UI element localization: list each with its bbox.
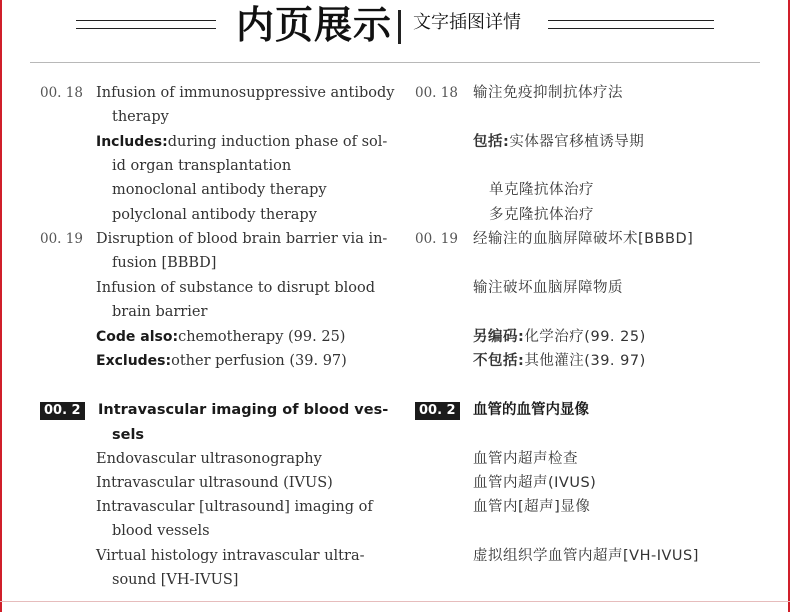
category-en-line3: Intravascular [ultrasound] imaging of bbox=[96, 499, 373, 515]
includes-00-18-zh bbox=[473, 132, 644, 152]
category-en-line2: Intravascular ultrasound (IVUS) bbox=[96, 475, 333, 491]
subentry-00-19-en-line2: brain barrier bbox=[112, 304, 208, 320]
code-00-18-en: 00. 18 bbox=[40, 85, 83, 101]
excludes-label: Excludes: bbox=[96, 353, 172, 369]
banner-separator bbox=[398, 10, 401, 44]
includes-label-zh: 包括: bbox=[473, 134, 510, 150]
excludes-00-19-en bbox=[96, 351, 347, 371]
bottom-rule bbox=[0, 601, 790, 602]
subentry-00-19-en-line1: Infusion of substance to disrupt blood bbox=[96, 280, 376, 296]
code-also-text: chemotherapy (99. 25) bbox=[178, 329, 346, 345]
banner-rule-left-bottom bbox=[76, 28, 216, 29]
includes-text-line2: id organ transplantation bbox=[112, 158, 292, 174]
banner-rule-right-top bbox=[548, 20, 714, 21]
category-badge-en: 00. 2 bbox=[40, 402, 85, 420]
includes-text-zh-line3: 多克隆抗体治疗 bbox=[489, 207, 594, 223]
includes-text-line3: monoclonal antibody therapy bbox=[112, 182, 327, 198]
category-title-en-line2: sels bbox=[112, 427, 145, 443]
banner-subtitle: 文字插图详情 bbox=[413, 12, 521, 33]
excludes-text: other perfusion (39. 97) bbox=[171, 353, 347, 369]
category-zh-line1: 血管内超声检查 bbox=[473, 451, 578, 467]
code-00-19-zh: 00. 19 bbox=[415, 231, 458, 247]
subentry-00-19-zh: 输注破坏血脑屏障物质 bbox=[473, 280, 623, 296]
category-zh-line2: 血管内超声(IVUS) bbox=[473, 475, 597, 491]
includes-text-line4: polyclonal antibody therapy bbox=[112, 207, 317, 223]
category-title-zh: 血管的血管内显像 bbox=[473, 402, 589, 418]
category-en-line4: blood vessels bbox=[112, 523, 210, 539]
title-00-19-en-line1: Disruption of blood brain barrier via in- bbox=[96, 231, 388, 247]
category-badge-zh: 00. 2 bbox=[415, 402, 460, 420]
includes-00-18-en bbox=[96, 132, 387, 152]
title-00-19-en-line2: fusion [BBBD] bbox=[112, 255, 217, 271]
code-also-00-19-zh bbox=[473, 327, 646, 347]
code-00-18-zh: 00. 18 bbox=[415, 85, 458, 101]
code-also-00-19-en bbox=[96, 327, 345, 347]
category-zh-line4: 虚拟组织学血管内超声[VH-IVUS] bbox=[473, 548, 699, 564]
banner-title: 内页展示 bbox=[236, 3, 393, 47]
includes-text-zh-line1: 实体器官移植诱导期 bbox=[509, 134, 645, 150]
header-divider bbox=[30, 62, 760, 63]
includes-label: Includes: bbox=[96, 134, 168, 150]
excludes-text-zh: 其他灌注(39. 97) bbox=[524, 353, 646, 369]
title-00-18-en-line2: therapy bbox=[112, 109, 169, 125]
code-00-19-en: 00. 19 bbox=[40, 231, 83, 247]
category-title-en-line1: Intravascular imaging of blood ves- bbox=[98, 402, 389, 418]
page-frame-left bbox=[0, 0, 2, 612]
excludes-00-19-zh bbox=[473, 351, 646, 371]
banner-rule-left-top bbox=[76, 20, 216, 21]
includes-text-line1: during induction phase of sol- bbox=[167, 134, 388, 150]
title-00-18-zh: 输注免疫抑制抗体疗法 bbox=[473, 85, 623, 101]
category-en-line6: sound [VH-IVUS] bbox=[112, 572, 239, 588]
includes-text-zh-line2: 单克隆抗体治疗 bbox=[489, 182, 594, 198]
title-00-19-zh: 经输注的血脑屏障破坏术[BBBD] bbox=[473, 231, 694, 247]
code-also-label: Code also: bbox=[96, 329, 179, 345]
category-zh-line3: 血管内[超声]显像 bbox=[473, 499, 591, 515]
category-en-line1: Endovascular ultrasonography bbox=[96, 451, 322, 467]
banner-rule-right-bottom bbox=[548, 28, 714, 29]
code-also-text-zh: 化学治疗(99. 25) bbox=[524, 329, 646, 345]
code-also-label-zh: 另编码: bbox=[473, 329, 525, 345]
category-en-line5: Virtual histology intravascular ultra- bbox=[96, 548, 365, 564]
excludes-label-zh: 不包括: bbox=[473, 353, 525, 369]
title-00-18-en-line1: Infusion of immunosuppressive antibody bbox=[96, 85, 395, 101]
